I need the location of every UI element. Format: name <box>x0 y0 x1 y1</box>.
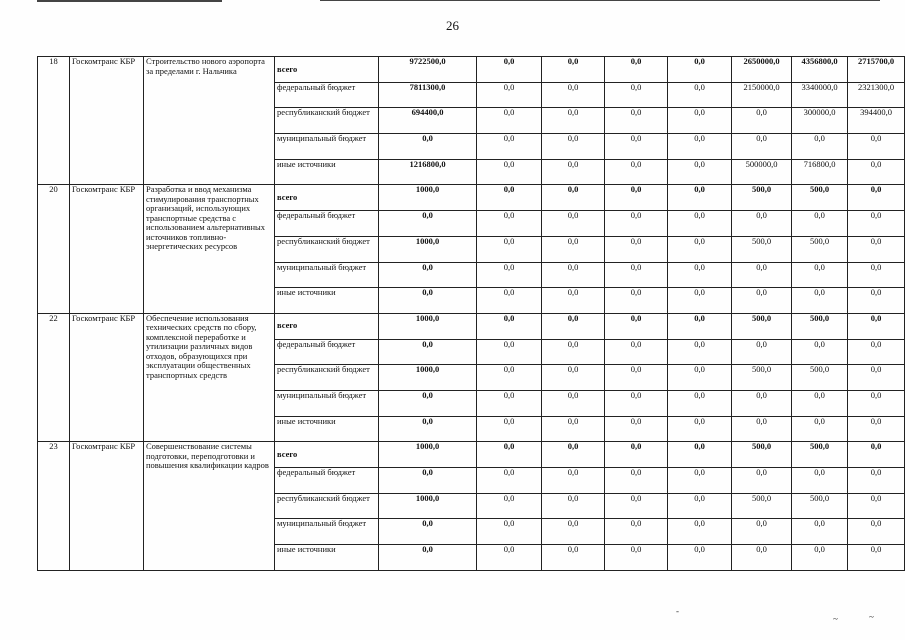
amount-cell: 0,0 <box>792 519 848 545</box>
amount-cell: 0,0 <box>668 288 732 314</box>
amount-cell: 0,0 <box>732 519 792 545</box>
amount-cell: 9722500,0 <box>379 57 477 83</box>
amount-cell: 2650000,0 <box>732 57 792 83</box>
amount-cell: 0,0 <box>605 468 668 494</box>
funding-source: иные источники <box>275 288 379 314</box>
amount-cell: 0,0 <box>848 313 905 339</box>
amount-cell: 0,0 <box>477 288 542 314</box>
amount-cell: 0,0 <box>668 339 732 365</box>
amount-cell: 0,0 <box>379 262 477 288</box>
funding-source: республиканский бюджет <box>275 108 379 134</box>
amount-cell: 3340000,0 <box>792 82 848 108</box>
amount-cell: 0,0 <box>668 493 732 519</box>
amount-cell: 0,0 <box>477 262 542 288</box>
responsible-organization: Госкомтранс КБР <box>70 313 144 441</box>
amount-cell: 0,0 <box>379 390 477 416</box>
table-row <box>38 185 905 211</box>
amount-cell: 0,0 <box>605 493 668 519</box>
amount-cell: 0,0 <box>668 108 732 134</box>
amount-cell: 500,0 <box>732 185 792 211</box>
amount-cell: 0,0 <box>668 57 732 83</box>
amount-cell: 0,0 <box>605 82 668 108</box>
amount-cell: 0,0 <box>668 416 732 442</box>
amount-cell: 0,0 <box>605 134 668 160</box>
amount-cell: 0,0 <box>668 134 732 160</box>
amount-cell: 0,0 <box>542 288 605 314</box>
amount-cell: 0,0 <box>477 519 542 545</box>
amount-cell: 394400,0 <box>848 108 905 134</box>
amount-cell: 0,0 <box>848 416 905 442</box>
amount-cell: 0,0 <box>605 159 668 185</box>
amount-cell: 0,0 <box>542 442 605 468</box>
amount-cell: 0,0 <box>542 134 605 160</box>
activity-description: Совершенствование системы подготовки, переподготовки и повышения квалификации кадров <box>144 442 275 570</box>
amount-cell: 0,0 <box>792 134 848 160</box>
amount-cell: 0,0 <box>732 390 792 416</box>
amount-cell: 0,0 <box>477 108 542 134</box>
amount-cell: 0,0 <box>542 468 605 494</box>
amount-cell: 1000,0 <box>379 185 477 211</box>
amount-cell: 0,0 <box>542 313 605 339</box>
amount-cell: 500,0 <box>792 493 848 519</box>
funding-source: всего <box>275 57 379 83</box>
amount-cell: 0,0 <box>848 262 905 288</box>
table-row <box>38 57 905 83</box>
amount-cell: 694400,0 <box>379 108 477 134</box>
amount-cell: 0,0 <box>732 108 792 134</box>
amount-cell: 0,0 <box>848 288 905 314</box>
amount-cell: 500,0 <box>792 236 848 262</box>
amount-cell: 0,0 <box>732 288 792 314</box>
scan-mark: - <box>676 606 679 616</box>
amount-cell: 0,0 <box>542 416 605 442</box>
amount-cell: 0,0 <box>542 519 605 545</box>
activity-description: Строительство нового аэропорта за пределами г. Нальчика <box>144 57 275 185</box>
funding-source: всего <box>275 313 379 339</box>
activity-description: Обеспечение использования технических средств по сбору, комплексной переработке и утилизации различных видов отходов, образующихся при эксплуатации общественных транспортных средств <box>144 313 275 441</box>
amount-cell: 0,0 <box>542 82 605 108</box>
amount-cell: 0,0 <box>605 262 668 288</box>
table-body <box>38 57 905 571</box>
amount-cell: 0,0 <box>605 416 668 442</box>
amount-cell: 0,0 <box>477 545 542 571</box>
table-row <box>38 313 905 339</box>
amount-cell: 0,0 <box>477 134 542 160</box>
amount-cell: 0,0 <box>848 339 905 365</box>
amount-cell: 0,0 <box>668 236 732 262</box>
funding-source: муниципальный бюджет <box>275 134 379 160</box>
amount-cell: 0,0 <box>668 159 732 185</box>
funding-source: республиканский бюджет <box>275 365 379 391</box>
amount-cell: 0,0 <box>732 211 792 237</box>
amount-cell: 0,0 <box>605 211 668 237</box>
amount-cell: 0,0 <box>477 313 542 339</box>
amount-cell: 0,0 <box>668 519 732 545</box>
funding-source: всего <box>275 442 379 468</box>
amount-cell: 0,0 <box>848 134 905 160</box>
amount-cell: 0,0 <box>605 57 668 83</box>
amount-cell: 0,0 <box>542 236 605 262</box>
amount-cell: 0,0 <box>792 545 848 571</box>
amount-cell: 0,0 <box>848 185 905 211</box>
amount-cell: 500,0 <box>792 365 848 391</box>
amount-cell: 716800,0 <box>792 159 848 185</box>
responsible-organization: Госкомтранс КБР <box>70 185 144 313</box>
funding-source: республиканский бюджет <box>275 236 379 262</box>
amount-cell: 0,0 <box>792 339 848 365</box>
amount-cell: 0,0 <box>605 442 668 468</box>
amount-cell: 500,0 <box>732 442 792 468</box>
amount-cell: 500,0 <box>732 365 792 391</box>
page-number: 26 <box>446 18 459 33</box>
amount-cell: 0,0 <box>732 339 792 365</box>
amount-cell: 0,0 <box>848 365 905 391</box>
amount-cell: 0,0 <box>792 468 848 494</box>
item-number: 22 <box>38 313 70 441</box>
amount-cell: 0,0 <box>477 390 542 416</box>
amount-cell: 0,0 <box>792 288 848 314</box>
amount-cell: 0,0 <box>605 236 668 262</box>
amount-cell: 0,0 <box>848 519 905 545</box>
item-number: 20 <box>38 185 70 313</box>
amount-cell: 0,0 <box>668 442 732 468</box>
amount-cell: 0,0 <box>732 262 792 288</box>
amount-cell: 0,0 <box>668 365 732 391</box>
amount-cell: 0,0 <box>668 185 732 211</box>
amount-cell: 0,0 <box>477 365 542 391</box>
amount-cell: 0,0 <box>542 545 605 571</box>
funding-source: всего <box>275 185 379 211</box>
amount-cell: 0,0 <box>732 416 792 442</box>
amount-cell: 0,0 <box>379 339 477 365</box>
amount-cell: 0,0 <box>605 108 668 134</box>
amount-cell: 0,0 <box>848 468 905 494</box>
activity-description: Разработка и ввод механизма стимулирования транспортных организаций, использующих транспортные средства с использованием альтернативных источников топливно-энергетических ресурсов <box>144 185 275 313</box>
funding-source: иные источники <box>275 159 379 185</box>
amount-cell: 2715700,0 <box>848 57 905 83</box>
amount-cell: 0,0 <box>668 390 732 416</box>
funding-source: федеральный бюджет <box>275 82 379 108</box>
amount-cell: 0,0 <box>477 493 542 519</box>
amount-cell: 0,0 <box>542 365 605 391</box>
amount-cell: 0,0 <box>542 159 605 185</box>
item-number: 23 <box>38 442 70 570</box>
budget-table <box>37 56 905 571</box>
amount-cell: 0,0 <box>477 57 542 83</box>
amount-cell: 0,0 <box>477 185 542 211</box>
amount-cell: 0,0 <box>848 390 905 416</box>
amount-cell: 0,0 <box>542 390 605 416</box>
amount-cell: 7811300,0 <box>379 82 477 108</box>
funding-source: иные источники <box>275 416 379 442</box>
amount-cell: 1000,0 <box>379 313 477 339</box>
amount-cell: 0,0 <box>668 211 732 237</box>
amount-cell: 0,0 <box>542 339 605 365</box>
scan-mark: ~ <box>833 614 838 624</box>
amount-cell: 0,0 <box>542 57 605 83</box>
amount-cell: 1000,0 <box>379 493 477 519</box>
amount-cell: 0,0 <box>848 236 905 262</box>
amount-cell: 0,0 <box>668 82 732 108</box>
amount-cell: 1000,0 <box>379 365 477 391</box>
amount-cell: 2150000,0 <box>732 82 792 108</box>
amount-cell: 300000,0 <box>792 108 848 134</box>
amount-cell: 0,0 <box>379 519 477 545</box>
amount-cell: 0,0 <box>792 211 848 237</box>
responsible-organization: Госкомтранс КБР <box>70 442 144 570</box>
amount-cell: 0,0 <box>668 262 732 288</box>
amount-cell: 0,0 <box>848 545 905 571</box>
amount-cell: 0,0 <box>605 519 668 545</box>
amount-cell: 500,0 <box>792 185 848 211</box>
amount-cell: 0,0 <box>477 211 542 237</box>
amount-cell: 2321300,0 <box>848 82 905 108</box>
amount-cell: 0,0 <box>668 468 732 494</box>
amount-cell: 0,0 <box>477 416 542 442</box>
amount-cell: 0,0 <box>477 468 542 494</box>
amount-cell: 0,0 <box>379 468 477 494</box>
funding-source: федеральный бюджет <box>275 339 379 365</box>
amount-cell: 0,0 <box>732 134 792 160</box>
amount-cell: 0,0 <box>848 442 905 468</box>
amount-cell: 0,0 <box>542 185 605 211</box>
amount-cell: 0,0 <box>792 262 848 288</box>
amount-cell: 0,0 <box>605 545 668 571</box>
item-number: 18 <box>38 57 70 185</box>
amount-cell: 0,0 <box>379 211 477 237</box>
amount-cell: 1216800,0 <box>379 159 477 185</box>
amount-cell: 0,0 <box>379 134 477 160</box>
amount-cell: 500,0 <box>732 236 792 262</box>
amount-cell: 0,0 <box>379 545 477 571</box>
amount-cell: 1000,0 <box>379 442 477 468</box>
amount-cell: 0,0 <box>848 493 905 519</box>
amount-cell: 0,0 <box>732 545 792 571</box>
table-row <box>38 442 905 468</box>
amount-cell: 0,0 <box>605 288 668 314</box>
amount-cell: 0,0 <box>605 185 668 211</box>
amount-cell: 0,0 <box>848 211 905 237</box>
amount-cell: 0,0 <box>542 108 605 134</box>
funding-source: республиканский бюджет <box>275 493 379 519</box>
amount-cell: 1000,0 <box>379 236 477 262</box>
funding-source: муниципальный бюджет <box>275 519 379 545</box>
amount-cell: 0,0 <box>477 442 542 468</box>
amount-cell: 0,0 <box>379 416 477 442</box>
amount-cell: 0,0 <box>542 262 605 288</box>
amount-cell: 500,0 <box>732 493 792 519</box>
funding-source: муниципальный бюджет <box>275 390 379 416</box>
amount-cell: 0,0 <box>848 159 905 185</box>
amount-cell: 0,0 <box>379 288 477 314</box>
amount-cell: 0,0 <box>605 390 668 416</box>
amount-cell: 0,0 <box>792 416 848 442</box>
amount-cell: 0,0 <box>477 82 542 108</box>
top-scan-rule-right <box>320 0 880 1</box>
amount-cell: 0,0 <box>542 493 605 519</box>
funding-source: федеральный бюджет <box>275 211 379 237</box>
amount-cell: 500,0 <box>732 313 792 339</box>
amount-cell: 0,0 <box>605 313 668 339</box>
amount-cell: 0,0 <box>732 468 792 494</box>
funding-source: иные источники <box>275 545 379 571</box>
amount-cell: 500,0 <box>792 313 848 339</box>
amount-cell: 0,0 <box>477 339 542 365</box>
amount-cell: 0,0 <box>542 211 605 237</box>
amount-cell: 4356800,0 <box>792 57 848 83</box>
top-scan-rule-left <box>37 0 222 2</box>
amount-cell: 0,0 <box>792 390 848 416</box>
amount-cell: 0,0 <box>477 159 542 185</box>
responsible-organization: Госкомтранс КБР <box>70 57 144 185</box>
amount-cell: 0,0 <box>477 236 542 262</box>
amount-cell: 0,0 <box>668 313 732 339</box>
scan-mark: ~ <box>869 612 874 622</box>
amount-cell: 0,0 <box>668 545 732 571</box>
amount-cell: 500000,0 <box>732 159 792 185</box>
amount-cell: 0,0 <box>605 365 668 391</box>
funding-source: федеральный бюджет <box>275 468 379 494</box>
amount-cell: 500,0 <box>792 442 848 468</box>
funding-source: муниципальный бюджет <box>275 262 379 288</box>
amount-cell: 0,0 <box>605 339 668 365</box>
